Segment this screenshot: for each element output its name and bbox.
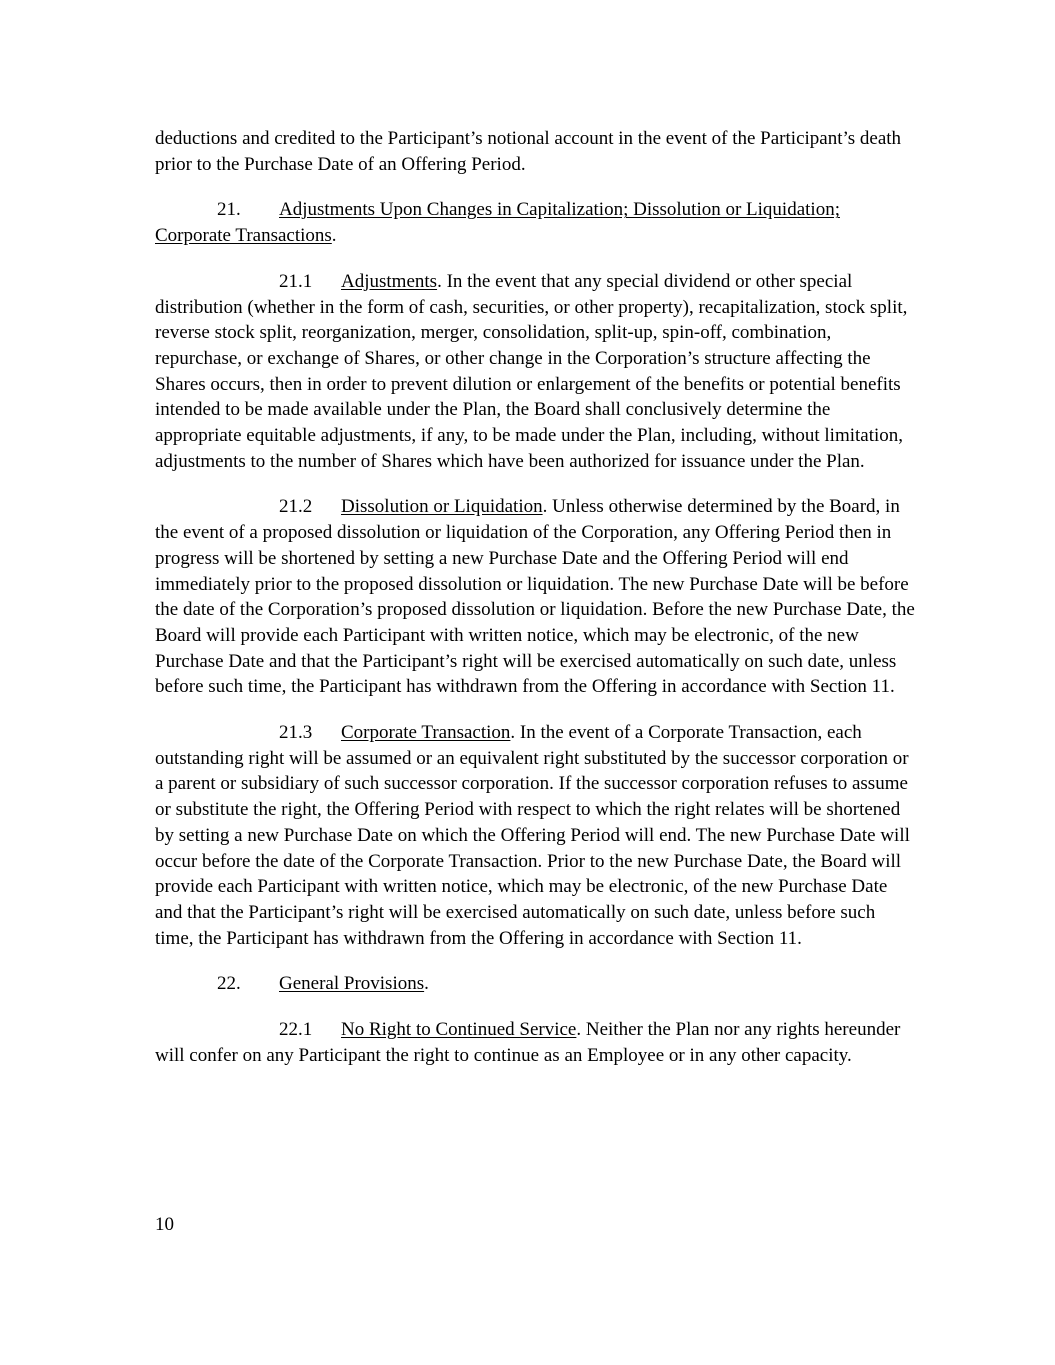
section-21-1-paragraph xyxy=(155,269,915,475)
section-22-title: General Provisions xyxy=(279,973,425,995)
section-22-1-body: . Neither the Plan nor any rights hereunder will confer on any Participant the right to continue as an Employee or in any other capacity. xyxy=(155,1019,901,1066)
page-number: 10 xyxy=(155,1214,174,1235)
section-21-2-title: Dissolution or Liquidation xyxy=(341,496,543,518)
section-21-2-number: 21.2 xyxy=(279,496,313,518)
section-21-1-title: Adjustments xyxy=(341,270,438,292)
section-21-title: Adjustments Upon Changes in Capitalization; Dissolution or Liquidation; Corporate Transactions xyxy=(155,199,840,247)
section-21-2-paragraph xyxy=(155,494,915,700)
section-21-3-title: Corporate Transaction xyxy=(341,722,511,744)
document-page xyxy=(155,126,915,1089)
section-22-1-title: No Right to Continued Service xyxy=(341,1019,577,1041)
section-21-1-body: . In the event that any special dividend or other special distribution (whether in the form of cash, securities, or other property), recapitalization, stock split, reverse stock split, reorganization, merger, consolidation, split-up, spin-off, combination, repurchase, or exchange of Shares, or other change in the Corporation’s structure affecting the Shares occurs, then in order to prevent dilution or enlargement of the benefits or potential benefits intended to be made available under the Plan, the Board shall conclusively determine the appropriate equitable adjustments, if any, to be made under the Plan, including, without limitation, adjustments to the number of Shares which have been authorized for issuance under the Plan. xyxy=(155,270,908,472)
section-21-3-paragraph xyxy=(155,720,915,951)
section-21-heading xyxy=(155,197,915,248)
section-21-number: 21. xyxy=(217,199,241,221)
section-21-2-body: . Unless otherwise determined by the Board, in the event of a proposed dissolution or liquidation of the Corporation, any Offering Period then in progress will be shortened by setting a new Purchase Date and the Offering Period will end immediately prior to the proposed dissolution or liquidation. The new Purchase Date will be before the date of the Corporation’s proposed dissolution or liquidation. Before the new Purchase Date, the Board will provide each Participant with written notice, which may be electronic, of the new Purchase Date and that the Participant’s right will be exercised automatically on such date, unless before such time, the Participant has withdrawn from the Offering in accordance with Section 11. xyxy=(155,496,915,698)
section-22-number: 22. xyxy=(217,973,241,995)
section-22-heading xyxy=(155,971,915,997)
intro-paragraph: deductions and credited to the Participant’s notional account in the event of the Participant’s death prior to the Purchase Date of an Offering Period. xyxy=(155,128,902,175)
section-22-end: . xyxy=(424,973,429,995)
section-21-3-body: . In the event of a Corporate Transaction, each outstanding right will be assumed or an equivalent right substituted by the successor corporation or a parent or subsidiary of such successor corporation. If the successor corporation refuses to assume or substitute the right, the Offering Period with respect to which the right relates will be shortened by setting a new Purchase Date on which the Offering Period will end. The new Purchase Date will occur before the date of the Corporate Transaction. Prior to the new Purchase Date, the Board will provide each Participant with written notice, which may be electronic, of the new Purchase Date and that the Participant’s right will be exercised automatically on such date, unless before such time, the Participant has withdrawn from the Offering in accordance with Section 11. xyxy=(155,722,910,949)
section-22-1-number: 22.1 xyxy=(279,1019,313,1041)
section-21-end: . xyxy=(331,225,337,247)
section-22-1-paragraph xyxy=(155,1017,915,1068)
section-21-1-number: 21.1 xyxy=(279,270,313,292)
section-21-3-number: 21.3 xyxy=(279,722,313,744)
